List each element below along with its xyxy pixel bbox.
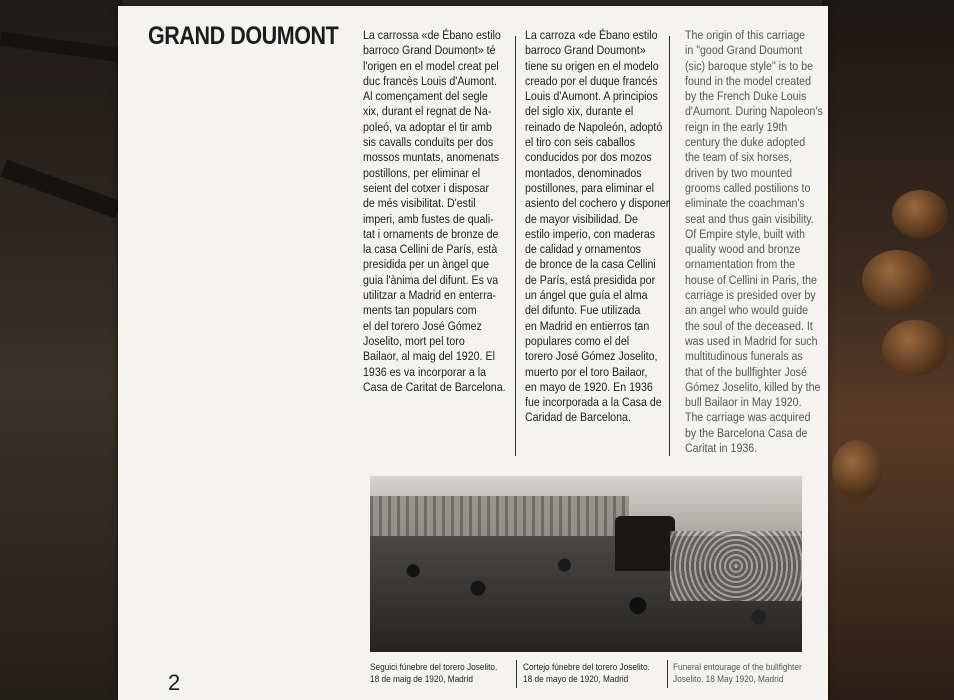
caption-spanish: Cortejo fúnebre del torero Joselito. 18 de mayo de 1920, Madrid [523,662,650,684]
photo-hearse [615,516,675,571]
page-number: 2 [168,670,181,695]
funeral-photograph [370,476,802,652]
museum-background-right [822,0,954,700]
carriage-rail [0,32,122,63]
caption-divider [516,660,517,688]
english-text: The origin of this carriage in "good Grand Doumont (sic) baroque style" is to be found in the model created by the French Duke Louis d'Aumont. During Napoleon's reign in the early 19th century the duke adopted the team of six horses, driven by two mounted grooms called postilions to eliminate the coachman's seat and thus gain visibility. Of Empire style, built with quality wood and bronze ornamentation from the house of Cellini in Paris, the carriage is presided over by an angel who would guide the soul of the deceased. It was used in Madrid for such multitudinous funerals as that of the bullfighter José Gómez Joselito, killed by the bull Bailaor in May 1920. The carriage was acquired by the Barcelona Casa de Caritat in 1936. [685,28,823,456]
photo-crowd-hats [670,531,802,601]
column-divider [515,36,516,456]
text-column-english [685,28,830,456]
info-panel [118,6,828,700]
text-column-catalan [363,28,508,395]
text-column-spanish [525,28,670,426]
catalan-text: La carrossa «de Ébano estilo barroco Grand Doumont» té l'origen en el model creat pel duc francès Louis d'Aumont. Al començament del segle xix, durant el regnat de Na- poleó, va adoptar el tir amb sis cavalls conduïts per dos mossos muntats, anomenats postillons, per eliminar el seient del cotxer i disposar de més visibilitat. D'estil imperi, amb fustes de quali- tat i ornaments de bronze de la casa Cellini de París, està presidida per un àngel que guia l'ànima del difunt. Es va utilitzar a Madrid en enterra- ments tan populars com el del torero José Gómez Joselito, mort pel toro Bailaor, al maig del 1920. El 1936 es va incorporar a la Casa de Caritat de Barcelona. [363,28,506,394]
carriage-ornament [892,190,948,238]
museum-background-left [0,0,122,700]
caption-english: Funeral entourage of the bullfighter Joselito. 18 May 1920, Madrid [673,662,802,684]
carriage-ornament [882,320,948,376]
caption-divider [667,660,668,688]
carriage-ornament [862,250,932,310]
column-divider [669,36,670,456]
panel-title: GRAND DOUMONT [148,22,339,50]
spanish-text: La carroza «de Ébano estilo barroco Grand Doumont» tiene su origen en el modelo creado por el duque francés Louis d'Aumont. A principios del siglo xix, durante el reinado de Napoleón, adoptó el tiro con seis caballos conducidos por dos mozos montados, denominados postillones, para eliminar el asiento del cochero y disponer de mayor visibilidad. De estilo imperio, con maderas de calidad y ornamentos de bronce de la casa Cellini de París, está presidida por un ángel que guía el alma del difunto. Fue utilizada en Madrid en entierros tan populares como el del torero José Gómez Joselito, muerto por el toro Bailaor, en mayo de 1920. En 1936 fue incorporada a la Casa de Caridad de Barcelona. [525,28,670,425]
carriage-rail [1,160,122,219]
carriage-ornament [832,440,882,500]
caption-catalan: Seguici fúnebre del torero Joselito. 18 de maig de 1920, Madrid [370,662,498,684]
